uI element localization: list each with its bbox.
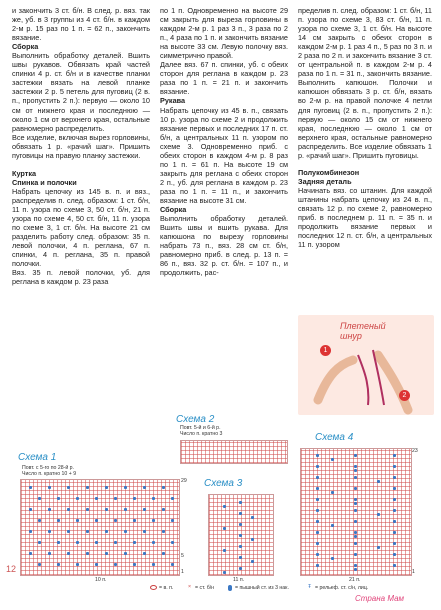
pattern-mark — [38, 541, 41, 544]
pattern-mark — [393, 498, 396, 501]
pattern-mark — [239, 567, 242, 570]
pattern-mark — [354, 509, 357, 512]
pattern-mark — [57, 497, 60, 500]
schema-3-width: 11 п. — [233, 577, 245, 583]
pattern-mark — [162, 552, 165, 555]
pattern-mark — [133, 497, 136, 500]
relief-stitch-icon: Ŧ — [308, 584, 312, 590]
pattern-mark — [95, 541, 98, 544]
text-column-3 — [298, 6, 432, 249]
schema-3-chart — [208, 494, 274, 576]
section-heading: Полукомбинезон — [298, 167, 360, 177]
pattern-mark — [114, 541, 117, 544]
schema-4-row-top: 23 — [412, 448, 418, 454]
watermark-logo: Страна Мам — [355, 594, 405, 603]
pattern-mark — [152, 563, 155, 566]
step-2-badge: 2 — [399, 390, 410, 401]
pattern-mark — [223, 549, 226, 552]
pattern-mark — [67, 486, 70, 489]
pattern-mark — [48, 530, 51, 533]
pattern-mark — [354, 520, 357, 523]
pattern-mark — [48, 508, 51, 511]
pattern-mark — [239, 556, 242, 559]
section-subheading: Задняя деталь — [298, 176, 352, 186]
schema-1-title: Схема 1 — [18, 452, 57, 463]
pattern-mark — [143, 552, 146, 555]
pattern-mark — [86, 508, 89, 511]
schema-3-title: Схема 3 — [204, 478, 243, 489]
schema-1-width: 10 п. — [95, 577, 107, 583]
pattern-mark — [223, 505, 226, 508]
pattern-mark — [316, 487, 319, 490]
schema-1-row-low: 1 — [181, 569, 184, 575]
section-heading: Куртка — [12, 168, 37, 178]
pattern-mark — [171, 541, 174, 544]
pattern-mark — [393, 509, 396, 512]
paragraph: Все изделие, включая вырез горловины, обвязать 1 р. «рачий шаг». Пришить пуговицы на правую планку застежки. — [12, 132, 150, 160]
pattern-mark — [331, 491, 334, 494]
pattern-mark — [377, 480, 380, 483]
pattern-mark — [316, 454, 319, 457]
pattern-mark — [316, 509, 319, 512]
pattern-mark — [239, 545, 242, 548]
pattern-mark — [152, 519, 155, 522]
pattern-mark — [251, 516, 254, 519]
pattern-mark — [393, 476, 396, 479]
pattern-mark — [105, 552, 108, 555]
paragraph: Выполнить обработку деталей. Вшить швы и вшить рукава. Для капюшона по вырезу горловины набрать 73 п., вяз. 28 см ст. б/н, равномерно приб. в след. р. 13 п. = 86 п., вяз. 32 р. ст. б/н. = 107 п., и продолжить, рас- — [160, 214, 288, 278]
section-subheading: Спинка и полочки — [12, 177, 77, 187]
schema-1-note-1: Повт. с 5-го по 28-й р. — [22, 465, 74, 471]
schema-1-chart — [20, 479, 180, 576]
pattern-mark — [86, 486, 89, 489]
pattern-mark — [239, 501, 242, 504]
pattern-mark — [29, 486, 32, 489]
pattern-mark — [67, 508, 70, 511]
section-heading: Сборка — [12, 42, 39, 52]
pattern-mark — [393, 465, 396, 468]
pattern-mark — [171, 563, 174, 566]
pattern-mark — [316, 476, 319, 479]
pattern-mark — [316, 465, 319, 468]
pattern-mark — [354, 487, 357, 490]
pattern-mark — [152, 497, 155, 500]
pattern-mark — [251, 538, 254, 541]
pattern-mark — [105, 530, 108, 533]
paragraph: Начинать вяз. со штанин. Для каждой штанины набрать цепочку из 24 в. п., связать 12 р. по схеме 2, равномерно приб. в последнем р. 11 п. = 35 п. и продолжить вязание первых и последних 12 п. ст. б/н, а центральных 11 п. узором — [298, 185, 432, 250]
pattern-mark — [57, 563, 60, 566]
schema-1-row-top: 29 — [181, 478, 187, 484]
pattern-mark — [239, 523, 242, 526]
braided-cord-inset — [298, 315, 434, 415]
schema-4-row-low: 1 — [412, 569, 415, 575]
pattern-mark — [316, 542, 319, 545]
pattern-mark — [354, 469, 357, 472]
pattern-mark — [38, 497, 41, 500]
pattern-mark — [354, 568, 357, 571]
pattern-mark — [143, 486, 146, 489]
pattern-mark — [251, 560, 254, 563]
pattern-mark — [354, 502, 357, 505]
pattern-mark — [143, 508, 146, 511]
pattern-mark — [143, 530, 146, 533]
pattern-mark — [393, 553, 396, 556]
pattern-mark — [152, 541, 155, 544]
pattern-mark — [133, 541, 136, 544]
pattern-mark — [331, 458, 334, 461]
pattern-mark — [393, 520, 396, 523]
pattern-mark — [223, 527, 226, 530]
pattern-mark — [86, 552, 89, 555]
paragraph: Набрать цепочку из 45 в. п., связать 10 р. узора по схеме 2 и продолжить вязание первых и последних 17 п. ст. б/н, а центральных 11 п. узором по схеме 3. Одновременно приб. с обеих сторон в каждом 4-м р. 8 раз по 1 п. = 61 п. На высоте 19 см закрыть для реглана с обеих сторон 2 п., уб. для реглана в каждом р. 23 раза по 1 п. = 11 п., и закончить вязание на высоте 31 см. — [160, 105, 288, 205]
pattern-mark — [105, 486, 108, 489]
paragraph: Выполнить обработку деталей. Вшить швы рукавов. Обвязать край частей спинки 4 р. ст. б/н и в качестве планки застежки вязать на левой планке застежки 2 р. 5 петель для пуговиц (2 в. п., пропустить 2 п.): первую — около 10 см от нижнего края и последнюю — около 1 см от верхнего края, остальные равномерно распределить. — [12, 51, 150, 133]
legend-puff-stitch: = пышный ст. из 3 нак. — [235, 585, 289, 591]
pattern-mark — [171, 497, 174, 500]
pattern-mark — [162, 508, 165, 511]
pattern-mark — [162, 486, 165, 489]
pattern-mark — [354, 542, 357, 545]
pattern-mark — [76, 497, 79, 500]
inset-title: Плетеный шнур — [340, 321, 386, 341]
pattern-mark — [76, 519, 79, 522]
pattern-mark — [29, 530, 32, 533]
pattern-mark — [354, 535, 357, 538]
paragraph: и закончить 3 ст. б/н. В след. р. вяз. так же, уб. в 3 группы из 4 ст. б/н. в каждом 2-м р. 15 раз по 1 п. = 62 п., закончить вязание. — [12, 6, 150, 43]
pattern-mark — [95, 563, 98, 566]
section-heading: Рукава — [160, 96, 186, 106]
puff-stitch-icon — [228, 585, 232, 591]
pattern-mark — [354, 553, 357, 556]
chain-stitch-icon — [150, 585, 157, 590]
pattern-mark — [29, 552, 32, 555]
pattern-mark — [239, 534, 242, 537]
pattern-mark — [354, 465, 357, 468]
pattern-mark — [57, 519, 60, 522]
pattern-mark — [393, 542, 396, 545]
pattern-mark — [124, 486, 127, 489]
pattern-mark — [354, 531, 357, 534]
pattern-mark — [377, 546, 380, 549]
pattern-mark — [67, 552, 70, 555]
pattern-mark — [354, 564, 357, 567]
paragraph: Далее вяз. 67 п. спинки, уб. с обеих сторон для реглана в каждом р. 23 раза по 1 п. = 21 п. и закончить вязание. — [160, 60, 288, 97]
pattern-mark — [114, 519, 117, 522]
pattern-mark — [114, 563, 117, 566]
text-column-2 — [160, 6, 288, 277]
pattern-mark — [331, 524, 334, 527]
pattern-mark — [316, 553, 319, 556]
step-1-badge: 1 — [320, 345, 331, 356]
pattern-mark — [48, 552, 51, 555]
paragraph: Вяз. 35 п. левой полочки, уб. для реглана в каждом р. 23 раза — [12, 268, 150, 287]
schema-2-note-1: Повт. 5-й и 6-й р. — [180, 425, 221, 431]
pattern-mark — [223, 571, 226, 574]
pattern-mark — [239, 512, 242, 515]
pattern-mark — [76, 541, 79, 544]
schema-1-row-mid: 5 — [181, 553, 184, 559]
pattern-mark — [86, 530, 89, 533]
legend-relief-stitch: = рельеф. ст. с/н, лиц. — [315, 585, 369, 591]
pattern-mark — [124, 530, 127, 533]
legend-chain-stitch: = в. п. — [159, 585, 174, 591]
paragraph: по 1 п. Одновременно на высоте 29 см закрыть для выреза горловины в каждом 2-м р. 1 раз 3 п., 3 раза по 2 п., 4 раза по 1 п. и закончить вязание на высоте 33 см. Левую полочку вяз. симметрично правой. — [160, 6, 288, 61]
pattern-mark — [354, 476, 357, 479]
pattern-mark — [393, 454, 396, 457]
pattern-mark — [57, 541, 60, 544]
pattern-mark — [393, 531, 396, 534]
page-number: 12 — [6, 564, 17, 574]
pattern-mark — [393, 487, 396, 490]
schema-4-title: Схема 4 — [315, 432, 354, 443]
text-column-1 — [12, 6, 150, 286]
pattern-mark — [38, 519, 41, 522]
paragraph: пределив п. след. образом: 1 ст. б/н, 11 п. узора по схеме 3, 83 ст. б/н, 11 п. узора по схеме 3, 1 ст. б/н. На высоте 14 см закрыть с обеих сторон в каждом 2-м р. 1 раз 4 п., 5 раз по 3 п. и 2 раза по 2 п. и закончить вязание 3 ст. от центральной п. в каждом 2-м р. 4 раза по 1 п. = 31 п., закончить вязание. Выполнить капюшон. Полочки и капюшон обвязать 3 р. ст. б/н, вязать во 2-м р. на правой полочке 4 петли для пуговиц (2 в. п., пропустить 2 п.): первую — около 15 см от нижнего края, последнюю — около 1 см от верхнего края, остальные равномерно распределить. Все изделие обвязать 1 р. «рачий шаг». Пришить пуговицы. — [298, 6, 432, 160]
pattern-mark — [38, 563, 41, 566]
pattern-mark — [316, 531, 319, 534]
pattern-mark — [171, 519, 174, 522]
schema-2-chart — [180, 440, 288, 464]
paragraph: Набрать цепочку из 145 в. п. и вяз., распределив п. след. образом: 1 ст. б/н, 11 п. узора по схеме 3, 50 ст. б/н, 21 п. узора по схеме 4, 50 ст. б/н, 11 п. узора по схеме 3, 1 ст. б/н. На высоте 21 см разделить работу след. образом: 35 п. левой полочки, 4 п. реглана, 67 п. спинки, 4 п. реглана, 35 п. правой полочки. — [12, 186, 150, 269]
legend-single-crochet: = ст. б/н — [195, 585, 215, 591]
pattern-mark — [393, 564, 396, 567]
pattern-mark — [162, 530, 165, 533]
pattern-mark — [316, 498, 319, 501]
pattern-mark — [29, 508, 32, 511]
pattern-mark — [124, 508, 127, 511]
pattern-mark — [95, 497, 98, 500]
schema-1-note-2: Число п. кратно 10 + 9 — [22, 471, 77, 477]
schema-4-width: 21 п. — [349, 577, 361, 583]
pattern-mark — [124, 552, 127, 555]
pattern-mark — [316, 520, 319, 523]
section-heading: Сборка — [160, 205, 187, 215]
schema-2-title: Схема 2 — [176, 414, 215, 425]
pattern-mark — [67, 530, 70, 533]
pattern-mark — [48, 486, 51, 489]
single-crochet-icon: × — [188, 584, 192, 590]
pattern-mark — [95, 519, 98, 522]
pattern-mark — [105, 508, 108, 511]
pattern-mark — [331, 557, 334, 560]
schema-4-chart — [300, 448, 412, 576]
pattern-mark — [133, 519, 136, 522]
schema-2-note-2: Число п. кратно 3 — [180, 431, 223, 437]
pattern-mark — [377, 513, 380, 516]
pattern-mark — [354, 498, 357, 501]
pattern-mark — [354, 454, 357, 457]
pattern-mark — [114, 497, 117, 500]
pattern-mark — [76, 563, 79, 566]
pattern-mark — [316, 564, 319, 567]
hands-illustration — [298, 315, 434, 415]
pattern-mark — [133, 563, 136, 566]
